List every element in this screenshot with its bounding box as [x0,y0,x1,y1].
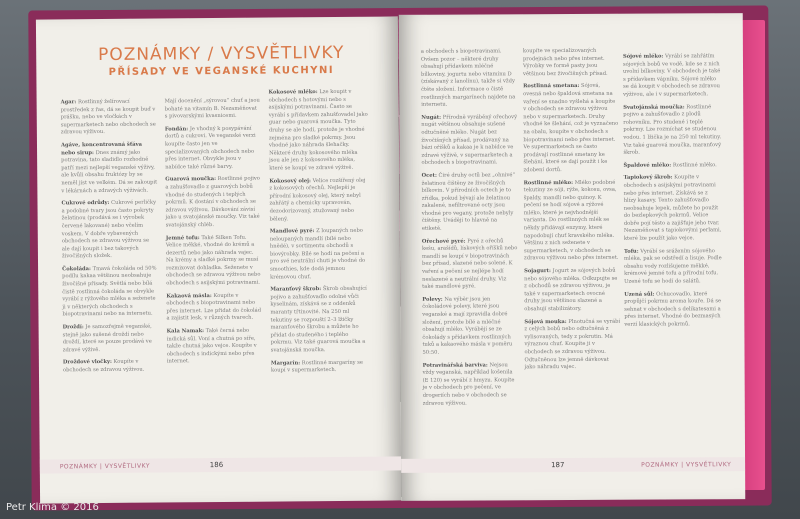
glossary-term: Margarín: [270,359,301,367]
glossary-definition: Koupíte v obchodech se zdravou výživou. [62,359,145,374]
glossary-entry [269,177,369,223]
glossary-term: Sójová mouka: [524,318,567,325]
glossary-definition: Také Silken Tofu. Velice měkké, vhodné do krémů a dezertů nebo jako náhrada vajec. Na krémy a sladké pokrmy se musí rozmixovat dohladka. Seženete v obchodech se zdravou výživou nebo obchodech s asijskými potravinami. [165,234,261,287]
glossary-term: Guarová moučka: [165,176,217,183]
glossary-term: Maranťový škrob: [270,286,322,293]
glossary-definition: Přírodně vyráběný ořechový nugát většinou obsahuje sušené odtučněné mléko. Nugát bez živočišných přísad, prodávaný na bázi oříšků a kakaa je k nabídce ve zdravé výživě, v supermarketech a obchodech s biopotravinami. [421,114,518,167]
left-page-footer [40,456,402,473]
glossary-entry [270,286,371,355]
glossary-definition: Pyré z ořechů kešu, arašídů, lískových oříšků nebo mandlí se koupí v biopotravinách bez přísad, slazené nebo solené. K vaření a pečení se nejlépe hodí neslazené a neutrální druhy. Viz také mandlové pyré. [421,238,518,291]
right-column-2 [523,48,621,377]
glossary-entry [523,48,619,79]
glossary-term: Ocet: [421,172,437,179]
glossary-entry [165,125,261,171]
glossary-definition: Ochucovadlo, které propůjčí pokrmu aroma kouře. Dá se sehnat v obchodech s delikatesami a přes internet. Vhodné do bezmasých verzí klasických pokrmů. [624,290,722,328]
glossary-term: Kokosový olej: [269,177,311,185]
glossary-definition: Vyrábí se zahřátím sójových bobů ve vodě, kde se z nich uvolní bílkoviny. V obchodech je také s přídavkem vápníku. Sójové mléko se dá koupit v obchodech se zdravou výživou, ale i v supermarketech. [622,53,721,98]
glossary-definition: Také černá nebo indická sůl. Voní a chutná po síře, takže chutná jako vejce. Koupíte v obchodech s indickými nebo přes internet. [166,327,257,365]
glossary-entry [166,292,262,323]
glossary-entry [271,359,371,375]
glossary-term: Kokosové mléko: [268,89,318,96]
glossary-definition: Čiré druhy octů bez „ohnivé“ želatinou čištěny ze živočišných bílkovin. V přírodních octech je to zřídka, pokud bývají ale želatinou zakalené, nefiltrované octy jsou vhodné pro vegany, protože nebyly čištěny. Uvádějí to hlavně na etiketě. [421,172,516,232]
glossary-term: Nugát: [421,114,442,121]
glossary-definition: Sójová, ovesná nebo špaldová smetana na vaření se snadno vyšlehá a koupíte v obchodech se zdravou výživou nebo v supermarketech. Druhy vhodné ke šlehání, což je vyznačeno na obalu, koupíte v obchodech s biopotravinami nebo přes internet. Ve supermarketech se často prodávají rostlinné smetany ke šlehání, které se dají použít i ke zdobení dortů. [523,83,619,174]
page-number: 186 [209,460,224,470]
left-column-3 [269,89,372,381]
glossary-definition: Rostlinné mléko. [672,161,717,169]
glossary-definition: Koupíte v obchodech s biopotravinami nebo přes internet. Lze přidat do čokolád a zajistit lesk, v různých tvarech. [166,292,262,322]
glossary-entry [63,324,159,355]
glossary-entry [269,89,370,173]
left-page [36,16,402,503]
glossary-entry [167,328,263,367]
glossary-term: Rostlinné mléko: [523,179,574,186]
glossary-term: Ořechové pyré: [421,238,466,245]
glossary-term: Kakaová másla: [166,292,212,300]
glossary-entry [422,296,518,357]
glossary-definition: Vyrábí se srážením sójového mléka, pak se odstředí a lisuje. Podle obsahu vody rozlišujeme měkké, krémové jemné tofu a přírodní tofu. Uzené tofu se hodí do salátů. [623,247,722,285]
glossary-definition: Rostlinné pojivo a zahušťovadlo z plodů rohovníku. Pro studené i teplé pokrmy. Lze rozmíchat se studenou vodou. 1 lžička je na 250 ml tekutiny. Viz také guarová moučka, maranťový škrob. [623,103,722,156]
glossary-definition: Lze koupit v obchodech s hotovými nebo s asijskými potravinami. Často se vyrábí s přídavkem zahušťovadel jako guar nebo guarová moučka. Tyto druhy se ale hodí, protože je vhodné zejména pro sladké pokrmy. Jsou vhodné jako náhrada šlehačky. Některé druhy kokosového mléka jsou ale jen z kokosového mléka, které se koupí ve zdravé výživě. [268,88,368,172]
glossary-term: Droždové vločky: [62,359,112,366]
glossary-entry [165,98,261,122]
glossary-definition: Tmavá čokoláda od 50% podílu kakaa většinou neobsahuje živočišné přísady. Světlá nebo bílá čistě rostlinná čokoláda se obvykle vyrábí z rýžového mléka a seženete ji v některých obchodech s biopotravinami nebo na internetu. [62,265,157,318]
glossary-definition: Cukrové perličky a podobné tvary jsou často pokryty želatinou (prodává se i výrobek červené lakované) nebo včelím voskem. V dobře vybavených obchodech se zdravou výživou se ale dají koupit i bez takových živočišných složek. [61,199,157,260]
glossary-definition: Velice rozšířený olej z kokosových ořechů. Nejlepší je přírodní kokosový olej, který nebyl zahřátý a chemicky upravován, dezodorizovaný, ztužovaný nebo bělený. [269,177,366,223]
glossary-entry [624,162,722,170]
glossary-term: Agáve, koncentrovaná šťáva nebo sirup: [60,141,142,156]
glossary-term: Polevy: [422,296,443,303]
glossary-term: Sójové mléko: [622,53,664,60]
glossary-definition: Z loupaných nebo neloupaných mandlí (bílé nebo hnědé), v sortimentu obchodů s biovýrobky. Bílé se hodí na pečení a pro své neutrální chuti je vhodné do smoothies, kde dodá jemnou krémovou chuť. [269,227,366,281]
left-column-2 [165,98,263,372]
glossary-definition: Plnotučná se vyrábí z celých bobů nebo odtučněná z vylisovaných, tedy z pokrutin. Má výraznou chuť. Koupíte ji v obchodech se zdravou výživou. Odtučněnou lze jemně dávkovat jako náhradu vajec. [524,318,621,371]
glossary-entry [623,104,721,158]
glossary-definition: Rostlinný želírovací prostředek z řas, dá se koupit buď v prášku, nebo ve vločkách v supermarketech nebo obchodech se zdravou výživou. [60,98,156,136]
glossary-definition: Škrob obsahující pojivo a zahušťovadlo odolné vůči kyselinám, získává se z oddenků maranty třtinovité. Na 250 ml tekutiny se rozpouští 2–3 lžičky maranťového škrobu a můžete ho přidat do studeného i teplého pokrmu. Viz také guarová moučka a svatojánská moučka. [270,285,367,354]
glossary-definition: Je vhodný k posypávání dortů a cukrovi. Ve veganské verzi koupíte často jen ve specializovaných obchodech nebo přes internet. Obvykle jsou v nabídce také různé barvy. [164,125,256,171]
glossary-entry [62,265,158,319]
right-page-footer [401,457,745,473]
glossary-definition: Jogurt ze sójových bobů nebo sójového mléka. Odkupujte se z obchodů se zdravou výživou, je také v supermarketech ovocné druhy jsou většinou slazené a obsahují stabilizátory. [524,267,618,313]
glossary-definition: Rostlinné margaríny se koupí v supermarketech. [270,359,364,374]
glossary-entry [63,359,159,375]
glossary-term: Fondán: [164,126,189,133]
page-number: 187 [551,461,565,470]
footer-label: POZNÁMKY | VYSVĚTLIVKY [641,461,732,469]
glossary-entry [524,268,620,314]
glossary-term: Špaldové mléko: [623,162,672,169]
glossary-definition: Na výběr jsou jen čokoládové polevy, které jsou veganské a mají zpravidla dobré složení, protože bílé a mléčné obsahují mléko. Vyrábějí se ze čokolády s přídavkem rostlinných tuků a kakaového másla v poměru 50:50. [422,296,513,356]
right-column-3 [623,53,722,334]
glossary-definition: Koupíte v obchodech s asijskými potravinami nebo přes internet. Získává se z hlízy kasavy. Tento zahušťovadlo neobsahuje lepek, můžete ho použít do bezlepkových pokrmů. Velice dobře pojí těsto a zajišťuje jeho tvar. Nezaměňovat s tapiokovými perlami, které lze použít jako vejce. [623,174,722,242]
glossary-entry [421,114,517,168]
glossary-term: Sojagurt: [524,268,551,275]
glossary-term: Cukrové odrůdy: [61,200,110,207]
glossary-definition: Dnes známý jako potravina, tato sladidlo rozhodně patří mezi nejlepší veganské výživy, ale kvůli obsahu fruktózy by se neměl jíst ve velkém. Dá se zakoupit v lékárnách a zdravých výživách. [61,149,158,194]
left-column-1 [61,99,159,380]
glossary-entry [623,53,721,99]
glossary-entry [165,176,261,230]
glossary-definition: koupíte ve specializovaných prodejnách nebo přes internet. Výrobky ve formě pasty jsou většinou bez živočišných přísad. [522,47,608,78]
glossary-definition: Mají docenění „sýrovou“ chuť a jsou bohaté na vitamín B. Nezaměňovat s pivovarskými kvasnicemi. [164,97,260,120]
glossary-term: Čokoláda: [62,265,91,273]
glossary-term: Tapiokový škrob: [623,174,673,182]
right-page [399,13,746,501]
glossary-entry [422,172,518,233]
glossary-definition: Rostlinné pojivo a zahušťovadlo z guarových bobů vhodné do studených i teplých pokrmů. K dostání v obchodech se zdravou výživou. Dávkování závisí jako u svatojánské moučky. Viz také svatojánský chléb. [165,175,260,229]
glossary-term: Kala Namak: [166,328,205,335]
glossary-entry [61,142,157,196]
glossary-term: Uzená sůl: [624,291,655,298]
glossary-entry [624,248,722,286]
glossary-definition: Mléko podobné tekutiny ze sóji, rýže, kokosu, ovsa, špaldy, mandlí nebo quinoy. K pečení se hodí sójové a rýžové mléko, které je nejvhodnější varianta. Do rostlinných mlék se někdy přidávají enzymy, které napodobují chuť kravského mléka. Většinu z nich seženete v supermarketech, v obchodech se zdravou výživou nebo přes internet. [523,179,619,262]
glossary-definition: a obchodech s biopotravinami. Ovšem pozor – některé druhy obsahují přídavkem mléčné bílkoviny, jogurtu nebo vitamínu D (získávaný z lanolínu), takže si vždy čtěte složení. Informace o čistě rostlinných margarínech najdete na internetu. [420,48,516,108]
footer-label: POZNÁMKY | VYSVĚTLIVKY [59,462,151,471]
page-title: POZNÁMKY / VYSVĚTLIVKY [97,42,345,66]
glossary-term: Tofu: [623,248,639,255]
glossary-entry [421,48,517,109]
glossary-term: Potravinářská barviva: [422,362,488,369]
page-subtitle: PŘÍSADY VE VEGANSKÉ KUCHYNI [108,64,335,78]
glossary-term: Svatojánská moučka: [623,103,685,111]
right-column-1 [421,48,519,413]
glossary-entry [624,175,722,244]
glossary-entry [423,362,519,408]
glossary-entry [624,291,722,329]
glossary-entry [524,318,620,372]
glossary-definition: Je samozřejmě veganské, stejně jako sušené droždí nebo droždí, které se pouze prodává ve zdravé výživě. [62,323,152,354]
glossary-definition: Nejsou vždy veganská, například košenila (E 120) se vyrábí z hmyzu. Koupíte je v obchodech pro pečení, ve drogeriích nebo v obchodech se zdravou výživou. [422,361,515,407]
glossary-entry [61,200,158,262]
photo-credit-watermark: Petr Klíma © 2016 [6,502,99,513]
glossary-term: Mandlové pyré: [269,228,315,235]
glossary-term: Jemné tofu: [165,234,200,241]
glossary-entry [270,228,370,282]
glossary-entry [523,83,619,175]
glossary-term: Agar: [60,99,77,106]
glossary-entry [166,234,262,288]
glossary-entry [61,99,157,138]
glossary-entry [422,238,518,292]
glossary-entry [524,179,620,263]
glossary-term: Droždí: [62,324,84,331]
glossary-term: Rostlinná smetana: [523,83,580,90]
